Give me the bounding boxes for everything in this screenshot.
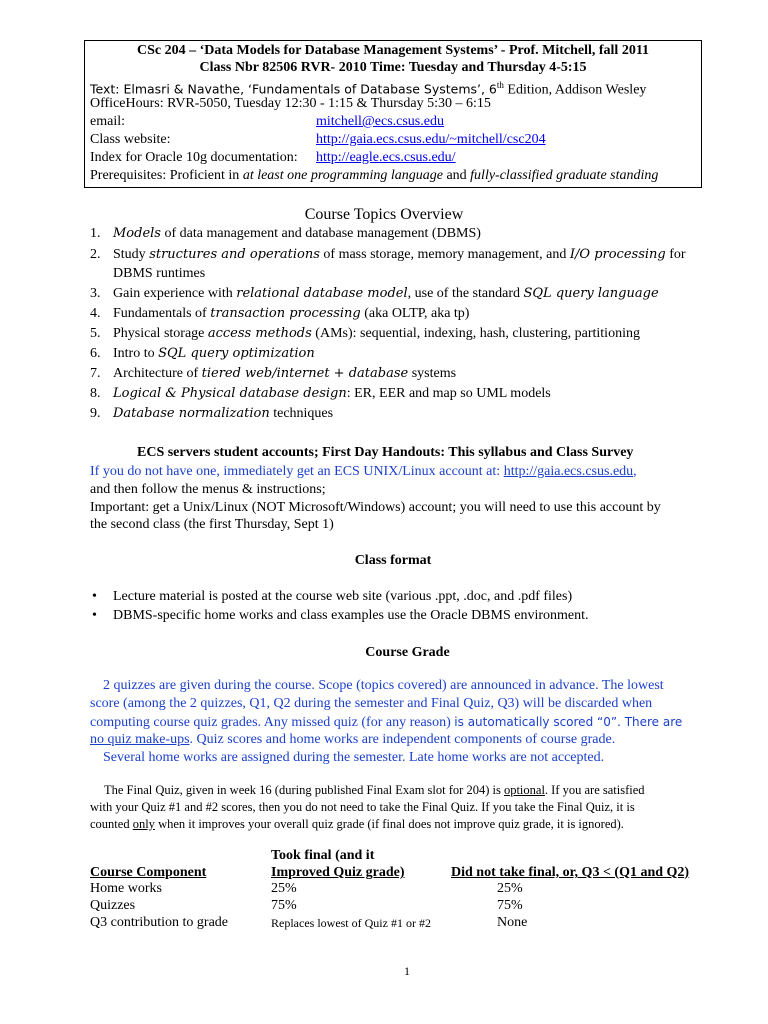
- topic-item-cont: DBMS runtimes: [113, 266, 206, 281]
- grade-para-line: computing course quiz grades. Any missed quiz (for any reason) is automatically scored “0”. There are: [90, 715, 683, 730]
- topic-item: Fundamentals of transaction processing (aka OLTP, aka tp): [113, 306, 470, 321]
- topic-item: Gain experience with relational database model, use of the standard SQL query language: [113, 286, 659, 301]
- topic-item: Database normalization techniques: [113, 406, 334, 421]
- textbook-line: Text: Elmasri & Navathe, ‘Fundamentals of Database Systems’, 6th Edition, Addison Wesley: [90, 80, 647, 98]
- bullet-icon: •: [92, 608, 97, 623]
- table-header-col3: Did not take final, or, Q3 < (Q1 and Q2): [451, 865, 690, 880]
- servers-heading: ECS servers student accounts; First Day Handouts: This syllabus and Class Survey: [137, 445, 634, 460]
- servers-line-1: If you do not have one, immediately get an ECS UNIX/Linux account at: http://gaia.ecs.csus.edu,: [90, 464, 637, 479]
- table-header-col1: Course Component: [90, 865, 207, 880]
- grade-para-line: no quiz make-ups. Quiz scores and home works are independent components of course grade.: [90, 732, 616, 747]
- table-header-col2-l1: Took final (and it: [271, 848, 375, 863]
- servers-line-3: Important: get a Unix/Linux (NOT Microsoft/Windows) account; you will need to use this account by: [90, 500, 661, 515]
- topic-number: 7.: [90, 366, 101, 381]
- table-cell: Replaces lowest of Quiz #1 or #2: [271, 916, 431, 930]
- topic-item: Intro to SQL query optimization: [113, 346, 315, 361]
- topic-item: Models of data management and database management (DBMS): [113, 226, 481, 241]
- topic-number: 2.: [90, 247, 101, 262]
- topic-number: 8.: [90, 386, 101, 401]
- email-link[interactable]: mitchell@ecs.csus.edu: [316, 114, 444, 129]
- topic-item: Architecture of tiered web/internet + database systems: [113, 366, 457, 381]
- course-title: CSc 204 – ‘Data Models for Database Management Systems’ - Prof. Mitchell, fall 2011: [136, 43, 650, 58]
- table-cell: 75%: [497, 898, 523, 913]
- class-info: Class Nbr 82506 RVR- 2010 Time: Tuesday and Thursday 4-5:15: [199, 60, 587, 75]
- gaia-link[interactable]: http://gaia.ecs.csus.edu: [503, 464, 634, 479]
- table-row-label: Home works: [90, 881, 162, 896]
- topic-item: Physical storage access methods (AMs): sequential, indexing, hash, clustering, partitioning: [113, 326, 640, 341]
- topic-number: 1.: [90, 226, 101, 241]
- final-quiz-line: The Final Quiz, given in week 16 (during published Final Exam slot for 204) is optional. If you are satisfied: [104, 783, 645, 797]
- oracle-link[interactable]: http://eagle.ecs.csus.edu/: [316, 150, 456, 165]
- bullet-icon: •: [92, 589, 97, 604]
- table-cell: None: [497, 915, 528, 930]
- oracle-label: Index for Oracle 10g documentation:: [90, 150, 298, 165]
- format-heading: Class format: [354, 553, 432, 568]
- final-quiz-line: with your Quiz #1 and #2 scores, then you do not need to take the Final Quiz. If you take the Final Quiz, it is: [90, 800, 635, 814]
- topic-item: Study structures and operations of mass storage, memory management, and I/O processing for: [113, 247, 686, 262]
- servers-line-2: and then follow the menus & instructions;: [90, 482, 326, 497]
- office-hours: OfficeHours: RVR-5050, Tuesday 12:30 - 1:15 & Thursday 5:30 – 6:15: [90, 96, 491, 111]
- topics-heading: Course Topics Overview: [304, 206, 464, 223]
- grade-para-line: Several home works are assigned during the semester. Late home works are not accepted.: [103, 750, 605, 765]
- topic-number: 4.: [90, 306, 101, 321]
- page-number: 1: [404, 964, 410, 978]
- table-cell: 75%: [271, 898, 297, 913]
- grade-heading: Course Grade: [365, 645, 450, 660]
- email-label: email:: [90, 114, 125, 129]
- website-link[interactable]: http://gaia.ecs.csus.edu/~mitchell/csc204: [316, 132, 546, 147]
- topic-number: 6.: [90, 346, 101, 361]
- topic-number: 3.: [90, 286, 101, 301]
- table-row-label: Quizzes: [90, 898, 136, 913]
- servers-line-4: the second class (the first Thursday, Sept 1): [90, 517, 334, 532]
- topic-number: 5.: [90, 326, 101, 341]
- topic-item: Logical & Physical database design: ER, EER and map so UML models: [113, 386, 551, 401]
- format-bullet: Lecture material is posted at the course web site (various .ppt, .doc, and .pdf files): [113, 589, 573, 604]
- table-cell: 25%: [271, 881, 297, 896]
- prerequisites: Prerequisites: Proficient in at least one programming language and fully-classified graduate standing: [90, 168, 659, 183]
- final-quiz-line: counted only when it improves your overall quiz grade (if final does not improve quiz grade, it is ignored).: [90, 817, 624, 831]
- grade-para-line: score (among the 2 quizzes, Q1, Q2 during the semester and Final Quiz, Q3) will be discarded when: [90, 696, 653, 711]
- topic-number: 9.: [90, 406, 101, 421]
- grade-para-line: 2 quizzes are given during the course. Scope (topics covered) are announced in advance. The lowest: [103, 678, 664, 693]
- website-label: Class website:: [90, 132, 171, 147]
- table-row-label: Q3 contribution to grade: [90, 915, 229, 930]
- format-bullet: DBMS-specific home works and class examples use the Oracle DBMS environment.: [113, 608, 589, 623]
- table-cell: 25%: [497, 881, 523, 896]
- table-header-col2-l2: Improved Quiz grade): [271, 865, 405, 880]
